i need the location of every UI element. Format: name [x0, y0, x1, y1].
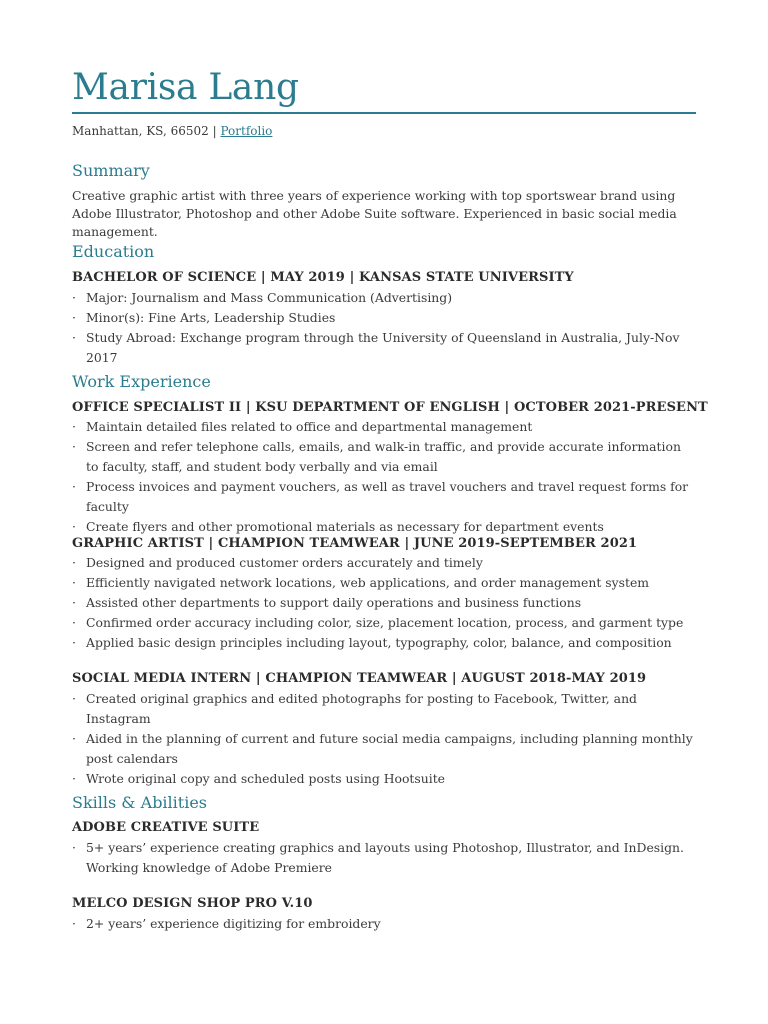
skill-bullets-melco: [72, 914, 696, 934]
list-item: · Confirmed order accuracy including color, size, placement location, process, and garment type: [72, 613, 696, 633]
education-entry-heading: BACHELOR OF SCIENCE | MAY 2019 | KANSAS STATE UNIVERSITY: [72, 270, 574, 285]
list-item: · 2+ years’ experience digitizing for embroidery: [72, 914, 696, 934]
header-divider: [72, 112, 696, 114]
skills-heading: Skills & Abilities: [72, 793, 208, 812]
list-item: · Applied basic design principles including layout, typography, color, balance, and composition: [72, 633, 696, 653]
list-item: · Assisted other departments to support daily operations and business functions: [72, 593, 696, 613]
job-heading-office-specialist: OFFICE SPECIALIST II | KSU DEPARTMENT OF ENGLISH | OCTOBER 2021-PRESENT: [72, 400, 708, 415]
list-item: · Maintain detailed files related to office and departmental management: [72, 417, 696, 437]
list-item: · Created original graphics and edited photographs for posting to Facebook, Twitter, and Instagram: [72, 689, 696, 729]
list-item: · Aided in the planning of current and future social media campaigns, including planning monthly post calendars: [72, 729, 696, 769]
portfolio-link[interactable]: Portfolio: [220, 124, 273, 138]
list-item: · Major: Journalism and Mass Communication (Advertising): [72, 288, 696, 308]
job-bullets-graphic-artist: [72, 553, 696, 653]
job-heading-graphic-artist: GRAPHIC ARTIST | CHAMPION TEAMWEAR | JUNE 2019-SEPTEMBER 2021: [72, 536, 638, 551]
list-item: · Minor(s): Fine Arts, Leadership Studies: [72, 308, 696, 328]
list-item: · Screen and refer telephone calls, emails, and walk-in traffic, and provide accurate information to faculty, staff, and student body verbally and via email: [72, 437, 696, 477]
job-heading-social-media-intern: SOCIAL MEDIA INTERN | CHAMPION TEAMWEAR | AUGUST 2018-MAY 2019: [72, 671, 647, 686]
skill-heading-melco: MELCO DESIGN SHOP PRO V.10: [72, 896, 313, 911]
list-item: · Efficiently navigated network locations, web applications, and order management system: [72, 573, 696, 593]
list-item: · Create flyers and other promotional materials as necessary for department events: [72, 517, 696, 537]
contact-line: [72, 122, 272, 140]
education-bullets: [72, 288, 696, 368]
job-bullets-social-media-intern: [72, 689, 696, 789]
list-item: · Study Abroad: Exchange program through the University of Queensland in Australia, July-Nov 2017: [72, 328, 696, 368]
job-bullets-office-specialist: [72, 417, 696, 537]
location-text: Manhattan, KS, 66502 |: [72, 124, 217, 138]
work-heading: Work Experience: [72, 372, 211, 391]
summary-heading: Summary: [72, 161, 150, 180]
list-item: · 5+ years’ experience creating graphics and layouts using Photoshop, Illustrator, and InDesign. Working knowledge of Adobe Premiere: [72, 838, 696, 878]
list-item: · Designed and produced customer orders accurately and timely: [72, 553, 696, 573]
skill-bullets-adobe: [72, 838, 696, 878]
education-heading: Education: [72, 242, 155, 261]
list-item: · Process invoices and payment vouchers, as well as travel vouchers and travel request forms for faculty: [72, 477, 696, 517]
candidate-name: Marisa Lang: [72, 67, 299, 108]
list-item: · Wrote original copy and scheduled posts using Hootsuite: [72, 769, 696, 789]
summary-text: Creative graphic artist with three years of experience working with top sportswear brand using Adobe Illustrator, Photoshop and other Adobe Suite software. Experienced in basic social media management.: [72, 188, 677, 239]
skill-heading-adobe: ADOBE CREATIVE SUITE: [72, 820, 260, 835]
